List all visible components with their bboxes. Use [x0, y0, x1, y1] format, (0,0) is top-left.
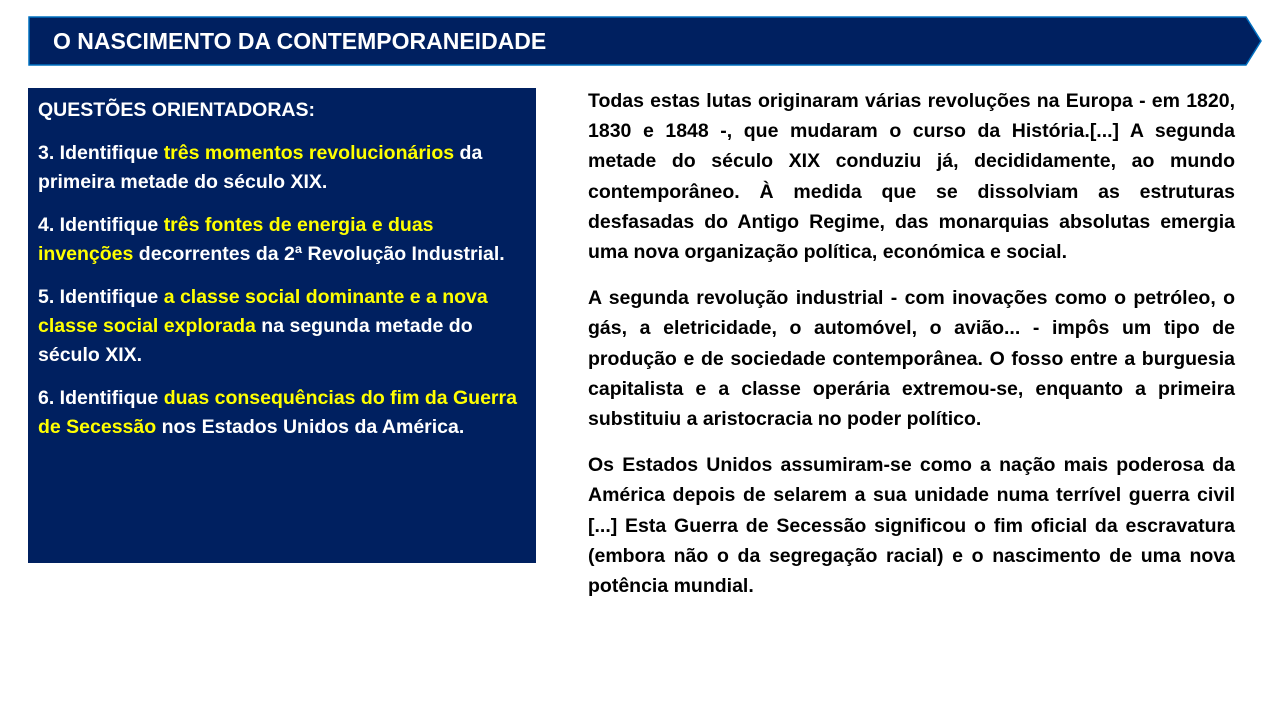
question-5-highlight: a classe social dominante e a nova classe social explorada: [38, 286, 488, 337]
question-6-prefix: 6. Identifique: [38, 387, 164, 409]
source-text-column: [588, 86, 1235, 617]
question-3-suffix: da primeira metade do século XIX.: [38, 142, 483, 193]
paragraph-revolutions: Todas estas lutas originaram várias revoluções na Europa - em 1820, 1830 e 1848 -, que mudaram o curso da História.[...] A segunda metade do século XIX conduziu já, decididamente, ao mundo contemporâneo. À medida que se dissolviam as estruturas desfasadas do Antigo Regime, das monarquias absolutas emergia uma nova organização política, económica e social.: [588, 90, 1235, 264]
question-3-highlight: três momentos revolucionários: [163, 142, 455, 164]
paragraph-industrial-revolution: A segunda revolução industrial - com inovações como o petróleo, o gás, a eletricidade, o automóvel, o avião... - impôs um tipo de produção e de sociedade contemporânea. O fosso entre a burguesia capitalista e a classe operária extremou-se, enquanto a primeira substituiu a aristocracia no poder político.: [588, 287, 1235, 431]
question-5-prefix: 5. Identifique: [38, 286, 164, 308]
question-3-prefix: 3. Identifique: [38, 142, 164, 164]
paragraph-united-states: Os Estados Unidos assumiram-se como a nação mais poderosa da América depois de selarem a sua unidade numa terrível guerra civil [...] Esta Guerra de Secessão significou o fim oficial da escravatura (embora não o da segregação racial) e o nascimento de uma nova potência mundial.: [588, 454, 1235, 598]
question-6: [38, 384, 526, 442]
question-4-prefix: 4. Identifique: [38, 214, 164, 236]
title-banner: [28, 16, 1262, 66]
question-6-suffix: nos Estados Unidos da América.: [156, 416, 465, 438]
question-4: [38, 211, 526, 269]
question-4-suffix: decorrentes da 2ª Revolução Industrial.: [133, 243, 505, 265]
question-6-highlight: duas consequências do fim da Guerra de Secessão: [38, 387, 517, 438]
page-title: O NASCIMENTO DA CONTEMPORANEIDADE: [53, 28, 547, 54]
questions-heading: QUESTÕES ORIENTADORAS:: [38, 99, 315, 121]
question-4-highlight: três fontes de energia e duas invenções: [38, 214, 434, 265]
guiding-questions-box: [28, 88, 536, 563]
question-5-suffix: na segunda metade do século XIX.: [38, 315, 473, 366]
question-3: [38, 139, 526, 197]
question-5: [38, 283, 526, 370]
